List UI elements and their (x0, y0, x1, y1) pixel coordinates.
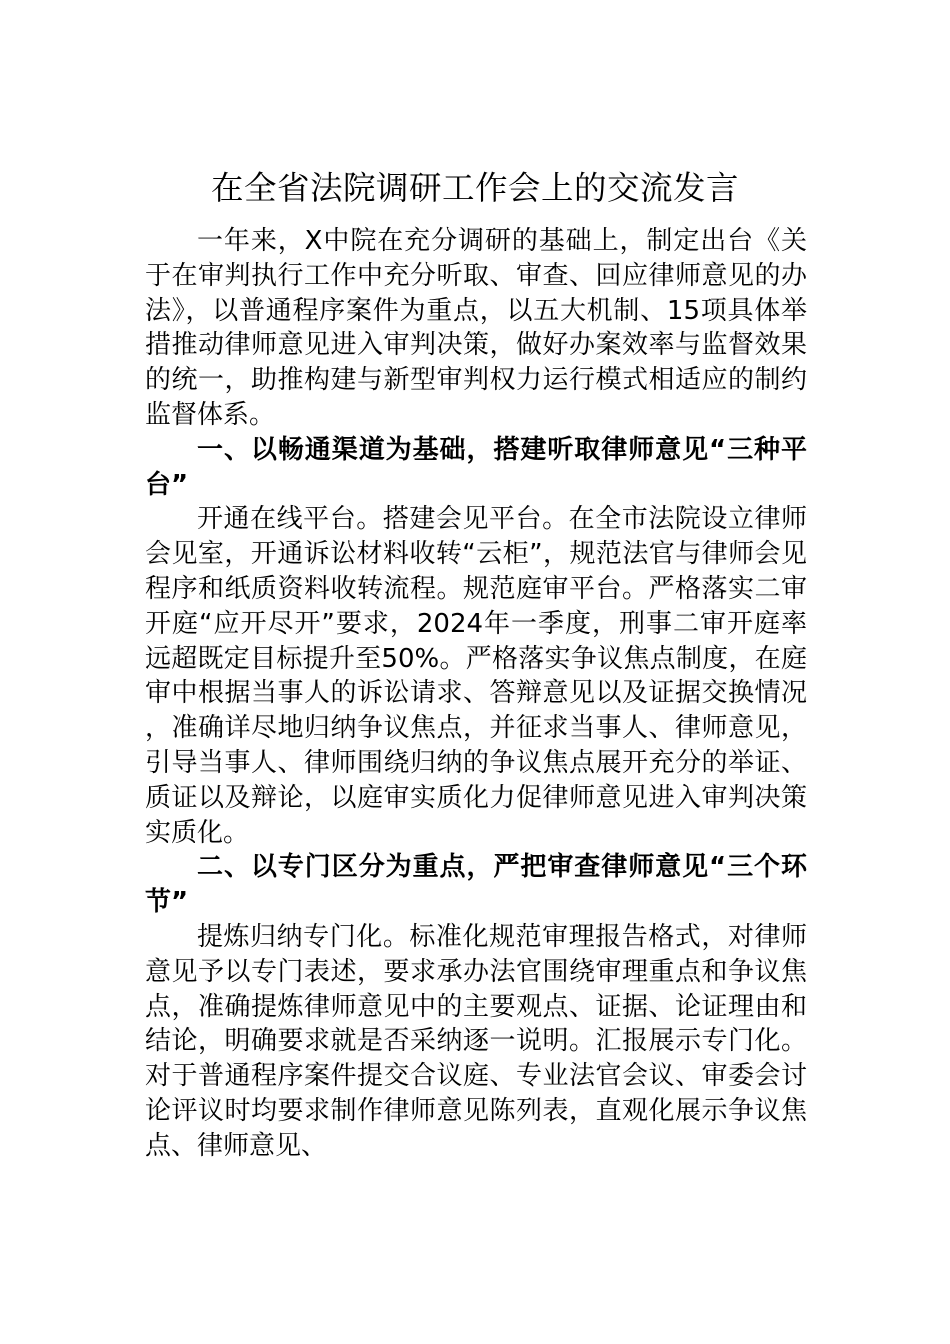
section-heading-one: 一、以畅通渠道为基础，搭建听取律师意见“三种平台” (145, 434, 807, 500)
document-title: 在全省法院调研工作会上的交流发言 (210, 169, 739, 207)
section-heading-two: 二、以专门区分为重点，严把审查律师意见“三个环节” (145, 852, 807, 918)
paragraph-platforms: 开通在线平台。搭建会见平台。在全市法院设立律师会见室，开通诉讼材料收转“云柜”，规范法官与律师会见程序和纸质资料收转流程。规范庭审平台。严格落实二审开庭“应开尽开”要求，2024年一季度，刑事二审开庭率远超既定目标提升至50%。严格落实争议焦点制度，在庭审中根据当事人的诉讼请求、答辩意见以及证据交换情况，准确详尽地归纳争议焦点，并征求当事人、律师意见，引导当事人、律师围绕归纳的争议焦点展开充分的举证、质证以及辩论，以庭审实质化力促律师意见进入审判决策实质化。 (145, 504, 807, 848)
document-body (145, 224, 807, 1164)
paragraph-intro: 一年来，X中院在充分调研的基础上，制定出台《关于在审判执行工作中充分听取、审查、回应律师意见的办法》，以普通程序案件为重点，以五大机制、15项具体举措推动律师意见进入审判决策，做好办案效率与监督效果的统一，助推构建与新型审判权力运行模式相适应的制约监督体系。 (145, 226, 807, 430)
paragraph-review: 提炼归纳专门化。标准化规范审理报告格式，对律师意见予以专门表述，要求承办法官围绕审理重点和争议焦点，准确提炼律师意见中的主要观点、证据、论证理由和结论，明确要求就是否采纳逐一说明。汇报展示专门化。对于普通程序案件提交合议庭、专业法官会议、审委会讨论评议时均要求制作律师意见陈列表，直观化展示争议焦点、律师意见、 (145, 921, 807, 1161)
